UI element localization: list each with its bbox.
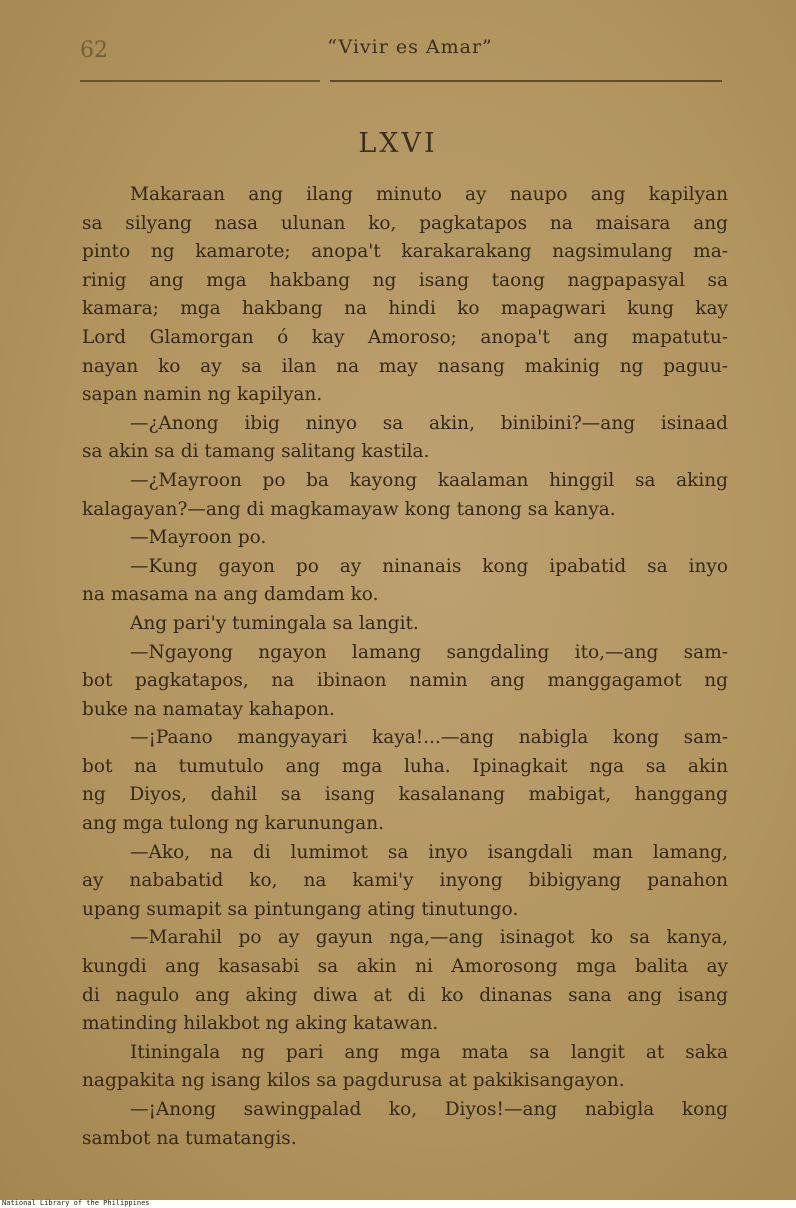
text-line: ang mga tulong ng karunungan. xyxy=(82,813,385,835)
text-line: bot pagkatapos, na ibinaon namin ang manggagamot ng xyxy=(82,670,728,692)
text-line: —Mayroon po. xyxy=(130,527,267,549)
header-rule-left xyxy=(80,80,320,82)
text-line: —¿Anong ibig ninyo sa akin, binibini?—ang isinaad xyxy=(130,412,728,434)
text-line: Ang pari'y tumingala sa langit. xyxy=(130,612,419,634)
text-line: na masama na ang damdam ko. xyxy=(82,584,379,606)
text-line: sa akin sa di tamang salitang kastila. xyxy=(82,441,430,463)
text-line: —Marahil po ay gayun nga,—ang isinagot ko sa kanya, xyxy=(130,927,728,949)
text-line: pinto ng kamarote; anopa't karakarakang nagsimulang ma- xyxy=(82,241,728,263)
text-line: —¿Mayroon po ba kayong kaalaman hinggil sa aking xyxy=(130,469,728,491)
text-line: kamara; mga hakbang na hindi ko mapagwari kung kay xyxy=(82,298,728,320)
page-number: 62 xyxy=(80,38,108,63)
text-line: Lord Glamorgan ó kay Amoroso; anopa't ang mapatutu- xyxy=(82,326,728,348)
text-line: —Ako, na di lumimot sa inyo isangdali man lamang, xyxy=(130,841,728,863)
text-line: —Kung gayon po ay ninanais kong ipabatid sa inyo xyxy=(130,555,728,577)
text-line: kungdi ang kasasabi sa akin ni Amorosong mga balita ay xyxy=(82,956,728,978)
text-line: —¡Paano mangyayari kaya!...—ang nabigla kong sam- xyxy=(130,727,728,749)
text-line: nayan ko ay sa ilan na may nasang makinig ng paguu- xyxy=(82,355,728,377)
library-credit: National Library of the Philippines xyxy=(2,1199,150,1207)
text-line: Itiningala ng pari ang mga mata sa langit at saka xyxy=(130,1041,728,1063)
text-line: sa silyang nasa ulunan ko, pagkatapos na maisara ang xyxy=(82,212,728,234)
text-line: di nagulo ang aking diwa at di ko dinanas sana ang isang xyxy=(82,984,728,1006)
text-line: ay nababatid ko, na kami'y inyong bibigyang panahon xyxy=(82,870,728,892)
text-line: buke na namatay kahapon. xyxy=(82,698,335,720)
text-line: matinding hilakbot ng aking katawan. xyxy=(82,1013,439,1035)
text-line: —Ngayong ngayon lamang sangdaling ito,—ang sam- xyxy=(130,641,728,663)
header-rule-right xyxy=(330,80,722,82)
text-line: nagpakita ng isang kilos sa pagdurusa at pakikisangayon. xyxy=(82,1070,625,1092)
page-header xyxy=(0,0,796,90)
text-line: kalagayan?—ang di magkamayaw kong tanong sa kanya. xyxy=(82,498,616,520)
text-line: sapan namin ng kapilyan. xyxy=(82,384,323,406)
text-line: Makaraan ang ilang minuto ay naupo ang kapilyan xyxy=(130,184,728,205)
chapter-title: LXVI xyxy=(358,128,438,159)
text-line: —¡Anong sawingpalad ko, Diyos!—ang nabigla kong xyxy=(130,1099,728,1120)
running-title: “Vivir es Amar” xyxy=(327,36,493,58)
text-line: bot na tumutulo ang mga luha. Ipinagkait nga sa akin xyxy=(82,755,728,777)
body-text xyxy=(82,181,728,1153)
text-line: sambot na tumatangis. xyxy=(82,1127,297,1149)
text-line: ng Diyos, dahil sa isang kasalanang mabigat, hanggang xyxy=(82,784,728,806)
text-line: rinig ang mga hakbang ng isang taong nagpapasyal sa xyxy=(82,269,728,291)
text-line: upang sumapit sa pintungang ating tinutungo. xyxy=(82,898,519,920)
